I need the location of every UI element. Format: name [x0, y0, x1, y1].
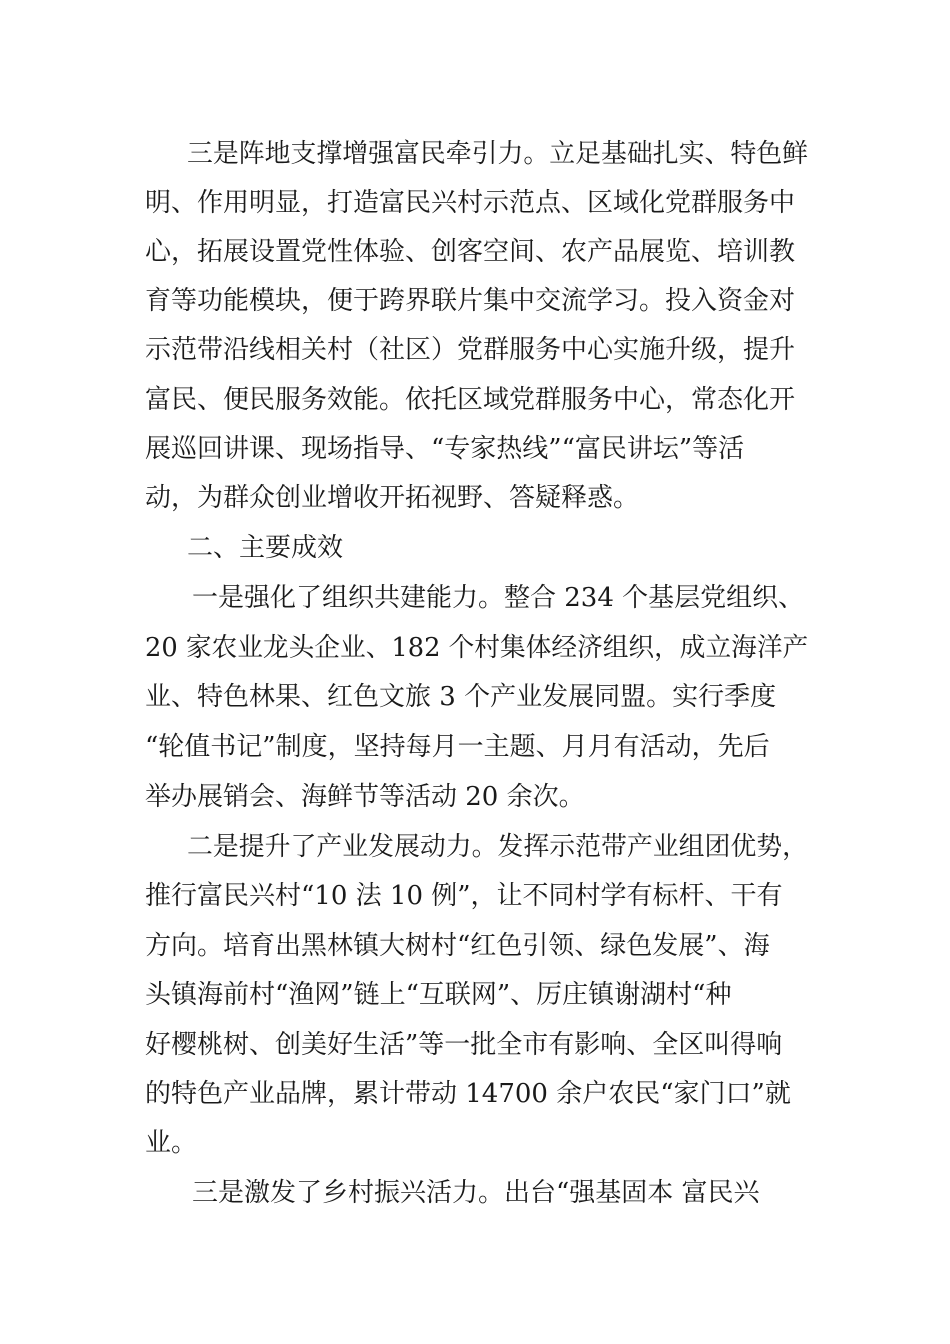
- text-line: 业。: [145, 1128, 198, 1158]
- text-line: 展巡回讲课、现场指导、“专家热线”“富民讲坛”等活: [145, 434, 745, 464]
- text-line: “轮值书记”制度，坚持每月一主题、月月有活动，先后: [145, 732, 770, 762]
- section-heading: 二、主要成效: [187, 533, 344, 563]
- text-line: 动，为群众创业增收开拓视野、答疑释惑。: [145, 483, 640, 513]
- text-line: 推行富民兴村“10 法 10 例”，让不同村学有标杆、干有: [145, 881, 783, 911]
- text-line: 20 家农业龙头企业、182 个村集体经济组织，成立海洋产: [145, 633, 809, 663]
- text-line: 的特色产业品牌，累计带动 14700 余户农民“家门口”就: [145, 1079, 791, 1109]
- text-line: 方向。培育出黑林镇大树村“红色引领、绿色发展”、海: [145, 931, 770, 961]
- text-line: 头镇海前村“渔网”链上“互联网”、厉庄镇谢湖村“种: [145, 980, 732, 1010]
- text-line: 示范带沿线相关村（社区）党群服务中心实施升级，提升: [145, 335, 796, 365]
- text-line: 好樱桃树、创美好生活”等一批全市有影响、全区叫得响: [145, 1030, 783, 1060]
- text-line: 三是激发了乡村振兴活力。出台“强基固本 富民兴: [192, 1178, 760, 1208]
- text-line: 二是提升了产业发展动力。发挥示范带产业组团优势，: [187, 832, 809, 862]
- text-line: 心，拓展设置党性体验、创客空间、农产品展览、培训教: [145, 237, 796, 267]
- text-line: 富民、便民服务效能。依托区域党群服务中心，常态化开: [145, 385, 796, 415]
- text-line: 三是阵地支撑增强富民牵引力。立足基础扎实、特色鲜: [187, 139, 809, 169]
- text-line: 举办展销会、海鲜节等活动 20 余次。: [145, 782, 585, 812]
- text-line: 一是强化了组织共建能力。整合 234 个基层党组织、: [192, 583, 805, 613]
- text-line: 业、特色林果、红色文旅 3 个产业发展同盟。实行季度: [145, 682, 777, 712]
- text-line: 明、作用明显，打造富民兴村示范点、区域化党群服务中: [145, 188, 796, 218]
- text-line: 育等功能模块，便于跨界联片集中交流学习。投入资金对: [145, 286, 796, 316]
